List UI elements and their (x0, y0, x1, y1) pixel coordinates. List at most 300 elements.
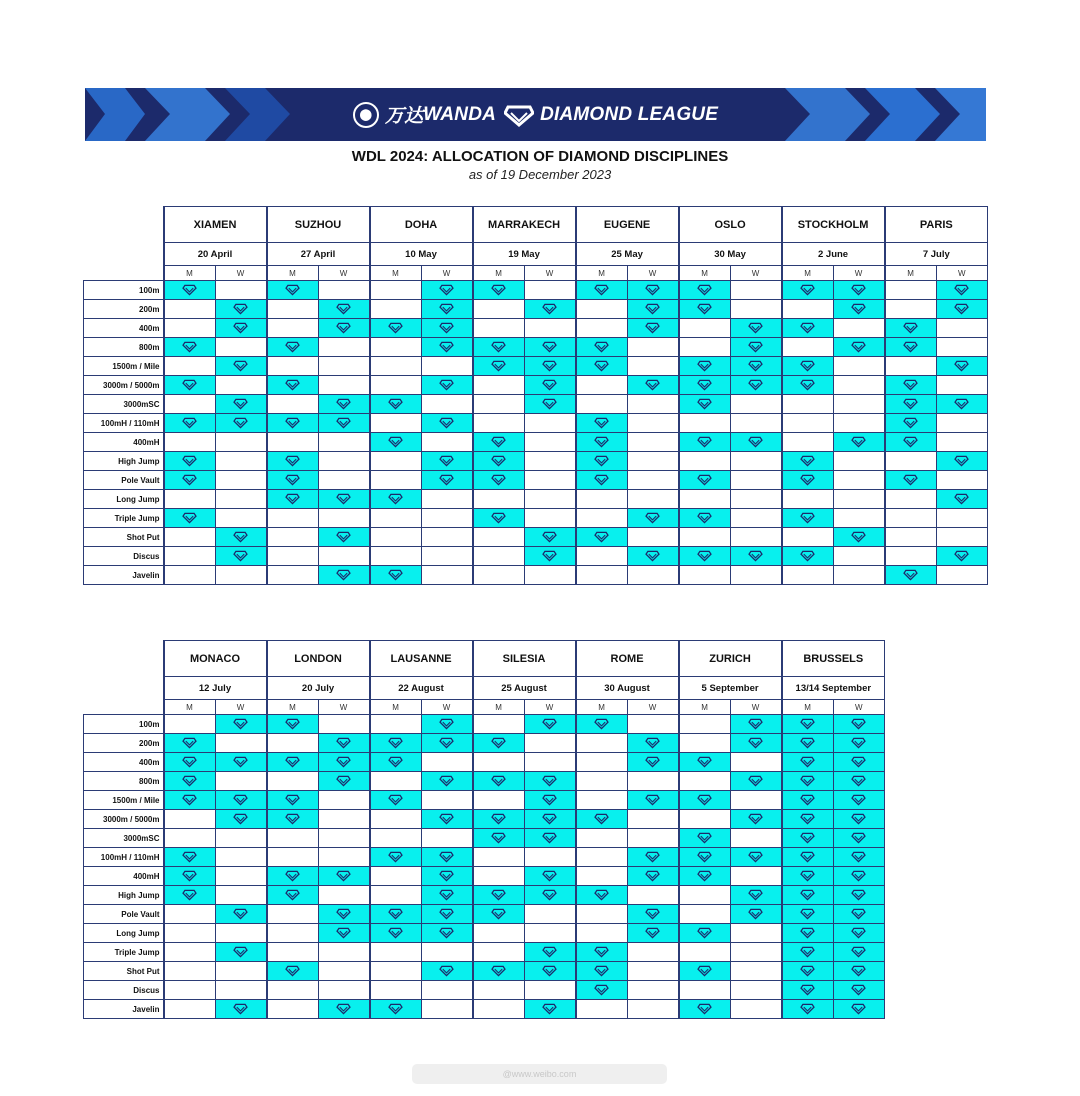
allocation-cell-empty (679, 772, 731, 791)
gender-women: W (833, 266, 885, 281)
allocation-cell-empty (473, 867, 525, 886)
diamond-icon (336, 908, 351, 920)
allocation-cell-empty (679, 566, 731, 585)
allocation-cell-diamond (782, 753, 834, 772)
allocation-cell-empty (679, 414, 731, 433)
allocation-cell-empty (318, 509, 370, 528)
discipline-row (84, 376, 988, 395)
allocation-cell-diamond (215, 943, 267, 962)
diamond-icon (954, 398, 969, 410)
allocation-cell-diamond (215, 1000, 267, 1019)
allocation-cell-empty (473, 715, 525, 734)
discipline-row (84, 848, 885, 867)
allocation-cell-empty (370, 810, 422, 829)
diamond-icon (439, 737, 454, 749)
allocation-cell-empty (576, 490, 628, 509)
allocation-cell-empty (164, 566, 216, 585)
discipline-row (84, 452, 988, 471)
allocation-cell-diamond (782, 886, 834, 905)
gender-women: W (318, 700, 370, 715)
allocation-cell-diamond (782, 924, 834, 943)
diamond-icon (748, 436, 763, 448)
diamond-icon (182, 851, 197, 863)
allocation-cell-empty (267, 943, 319, 962)
gender-women: W (524, 266, 576, 281)
allocation-cell-diamond (318, 753, 370, 772)
allocation-cell-diamond (730, 810, 782, 829)
discipline-label: Shot Put (84, 528, 164, 547)
allocation-cell-empty (524, 509, 576, 528)
allocation-cell-empty (576, 376, 628, 395)
diamond-icon (336, 1003, 351, 1015)
allocation-cell-empty (885, 547, 937, 566)
allocation-cell-diamond (782, 1000, 834, 1019)
discipline-row (84, 962, 885, 981)
allocation-cell-diamond (370, 566, 422, 585)
diamond-icon (233, 756, 248, 768)
allocation-cell-empty (267, 319, 319, 338)
diamond-icon (542, 965, 557, 977)
diamond-icon (439, 870, 454, 882)
allocation-cell-diamond (421, 867, 473, 886)
allocation-cell-empty (730, 791, 782, 810)
allocation-cell-empty (833, 452, 885, 471)
allocation-cell-diamond (267, 962, 319, 981)
discipline-label: Discus (84, 547, 164, 566)
diamond-icon (542, 341, 557, 353)
allocation-cell-empty (370, 829, 422, 848)
allocation-cell-empty (730, 300, 782, 319)
diamond-icon (439, 322, 454, 334)
allocation-cell-diamond (833, 528, 885, 547)
diamond-icon (336, 927, 351, 939)
allocation-cell-diamond (215, 528, 267, 547)
allocation-cell-empty (627, 943, 679, 962)
allocation-cell-empty (936, 376, 988, 395)
allocation-cell-diamond (318, 867, 370, 886)
discipline-row (84, 791, 885, 810)
allocation-cell-diamond (576, 886, 628, 905)
diamond-icon (903, 322, 918, 334)
diamond-icon (491, 832, 506, 844)
allocation-cell-empty (627, 962, 679, 981)
diamond-icon (542, 794, 557, 806)
allocation-cell-empty (267, 829, 319, 848)
allocation-cell-diamond (576, 962, 628, 981)
allocation-cell-empty (679, 886, 731, 905)
allocation-cell-empty (318, 981, 370, 1000)
allocation-cell-diamond (833, 281, 885, 300)
allocation-cell-empty (730, 395, 782, 414)
diamond-icon (697, 927, 712, 939)
allocation-cell-empty (473, 981, 525, 1000)
diamond-icon (748, 379, 763, 391)
allocation-cell-diamond (267, 753, 319, 772)
diamond-icon (697, 1003, 712, 1015)
diamond-icon (903, 474, 918, 486)
diamond-icon (748, 908, 763, 920)
allocation-cell-diamond (215, 357, 267, 376)
gender-men: M (164, 700, 216, 715)
allocation-cell-empty (164, 1000, 216, 1019)
allocation-cell-empty (524, 905, 576, 924)
diamond-icon (336, 398, 351, 410)
allocation-cell-diamond (730, 905, 782, 924)
diamond-icon (903, 436, 918, 448)
corner-blank (84, 207, 164, 243)
banner-logo (85, 88, 986, 141)
diamond-icon (542, 870, 557, 882)
allocation-cell-diamond (318, 924, 370, 943)
allocation-cell-empty (318, 848, 370, 867)
allocation-cell-diamond (421, 734, 473, 753)
diamond-icon (491, 813, 506, 825)
diamond-icon (285, 474, 300, 486)
diamond-icon (851, 531, 866, 543)
allocation-cell-empty (730, 753, 782, 772)
meeting-city: DOHA (370, 207, 473, 243)
diamond-icon (182, 870, 197, 882)
allocation-cell-diamond (524, 943, 576, 962)
diamond-icon (645, 908, 660, 920)
diamond-icon (182, 756, 197, 768)
allocation-cell-diamond (833, 433, 885, 452)
allocation-cell-empty (730, 829, 782, 848)
allocation-cell-empty (370, 528, 422, 547)
allocation-cell-empty (576, 867, 628, 886)
allocation-table-2 (83, 640, 885, 1019)
allocation-cell-empty (833, 319, 885, 338)
allocation-cell-diamond (267, 490, 319, 509)
allocation-cell-empty (215, 376, 267, 395)
allocation-cell-empty (524, 566, 576, 585)
allocation-cell-empty (782, 414, 834, 433)
allocation-cell-empty (370, 452, 422, 471)
allocation-cell-diamond (370, 433, 422, 452)
diamond-icon (439, 851, 454, 863)
discipline-label: 1500m / Mile (84, 357, 164, 376)
diamond-icon (439, 908, 454, 920)
diamond-icon (285, 756, 300, 768)
allocation-cell-diamond (730, 715, 782, 734)
allocation-table-1 (83, 206, 988, 585)
allocation-cell-empty (370, 962, 422, 981)
allocation-cell-diamond (524, 300, 576, 319)
meeting-date: 19 May (473, 243, 576, 266)
allocation-cell-empty (267, 734, 319, 753)
allocation-cell-empty (679, 452, 731, 471)
allocation-cell-empty (473, 547, 525, 566)
allocation-cell-diamond (576, 981, 628, 1000)
meeting-date: 7 July (885, 243, 988, 266)
diamond-icon (800, 360, 815, 372)
allocation-cell-diamond (730, 547, 782, 566)
allocation-cell-diamond (576, 414, 628, 433)
diamond-icon (182, 284, 197, 296)
discipline-row (84, 810, 885, 829)
allocation-cell-empty (370, 471, 422, 490)
allocation-cell-empty (318, 433, 370, 452)
corner-blank (84, 243, 164, 266)
diamond-icon (491, 889, 506, 901)
allocation-cell-empty (833, 566, 885, 585)
diamond-icon (800, 1003, 815, 1015)
allocation-cell-empty (524, 433, 576, 452)
allocation-cell-empty (421, 981, 473, 1000)
allocation-cell-empty (215, 471, 267, 490)
allocation-cell-empty (267, 924, 319, 943)
allocation-cell-diamond (782, 981, 834, 1000)
allocation-cell-diamond (267, 281, 319, 300)
allocation-cell-diamond (576, 452, 628, 471)
diamond-icon (748, 360, 763, 372)
allocation-cell-diamond (370, 905, 422, 924)
allocation-cell-diamond (782, 772, 834, 791)
diamond-icon (182, 794, 197, 806)
discipline-label: Pole Vault (84, 471, 164, 490)
allocation-cell-diamond (627, 867, 679, 886)
diamond-icon (285, 794, 300, 806)
allocation-cell-diamond (215, 715, 267, 734)
allocation-cell-diamond (730, 848, 782, 867)
allocation-cell-diamond (421, 924, 473, 943)
discipline-label: 400mH (84, 867, 164, 886)
allocation-cell-diamond (576, 943, 628, 962)
discipline-row (84, 566, 988, 585)
discipline-label: 3000m / 5000m (84, 810, 164, 829)
diamond-icon (594, 531, 609, 543)
page-title: WDL 2024: ALLOCATION OF DIAMOND DISCIPLINES (351, 148, 729, 165)
allocation-cell-diamond (473, 829, 525, 848)
diamond-icon (336, 737, 351, 749)
discipline-row (84, 829, 885, 848)
discipline-label: 800m (84, 338, 164, 357)
discipline-label: Long Jump (84, 490, 164, 509)
allocation-cell-diamond (782, 734, 834, 753)
allocation-cell-empty (370, 715, 422, 734)
diamond-icon (697, 436, 712, 448)
allocation-cell-diamond (576, 433, 628, 452)
allocation-cell-diamond (318, 490, 370, 509)
allocation-cell-diamond (627, 300, 679, 319)
diamond-icon (491, 455, 506, 467)
allocation-cell-empty (524, 734, 576, 753)
diamond-icon (542, 775, 557, 787)
allocation-cell-empty (421, 528, 473, 547)
allocation-cell-diamond (782, 357, 834, 376)
allocation-cell-diamond (164, 753, 216, 772)
diamond-icon (800, 550, 815, 562)
allocation-cell-diamond (473, 772, 525, 791)
allocation-cell-empty (370, 300, 422, 319)
allocation-cell-diamond (421, 376, 473, 395)
meeting-city: LONDON (267, 641, 370, 677)
gender-men: M (782, 266, 834, 281)
allocation-cell-diamond (370, 1000, 422, 1019)
allocation-cell-empty (576, 905, 628, 924)
allocation-cell-empty (936, 433, 988, 452)
diamond-icon (491, 474, 506, 486)
allocation-cell-empty (833, 509, 885, 528)
allocation-cell-empty (421, 753, 473, 772)
allocation-cell-empty (318, 962, 370, 981)
allocation-cell-diamond (679, 791, 731, 810)
allocation-cell-diamond (782, 376, 834, 395)
allocation-cell-diamond (782, 905, 834, 924)
allocation-cell-empty (885, 490, 937, 509)
diamond-icon (233, 794, 248, 806)
diamond-icon (800, 775, 815, 787)
allocation-cell-diamond (679, 281, 731, 300)
allocation-cell-empty (627, 490, 679, 509)
gender-men: M (885, 266, 937, 281)
allocation-cell-empty (164, 905, 216, 924)
allocation-cell-diamond (627, 848, 679, 867)
discipline-row (84, 281, 988, 300)
diamond-icon (800, 794, 815, 806)
gender-men: M (164, 266, 216, 281)
meeting-city: ROME (576, 641, 679, 677)
allocation-cell-diamond (164, 772, 216, 791)
diamond-icon (954, 455, 969, 467)
diamond-icon (182, 737, 197, 749)
allocation-cell-diamond (576, 357, 628, 376)
diamond-icon (594, 889, 609, 901)
diamond-icon (439, 379, 454, 391)
diamond-icon (336, 322, 351, 334)
diamond-icon (542, 832, 557, 844)
allocation-cell-diamond (782, 962, 834, 981)
allocation-cell-diamond (164, 414, 216, 433)
allocation-cell-empty (524, 490, 576, 509)
allocation-cell-empty (267, 772, 319, 791)
allocation-cell-diamond (730, 772, 782, 791)
discipline-row (84, 867, 885, 886)
meeting-date: 20 April (164, 243, 267, 266)
discipline-row (84, 547, 988, 566)
allocation-cell-empty (679, 490, 731, 509)
allocation-cell-empty (936, 471, 988, 490)
allocation-cell-empty (576, 319, 628, 338)
gender-women: W (421, 266, 473, 281)
diamond-icon (697, 284, 712, 296)
gender-women: W (936, 266, 988, 281)
diamond-icon (851, 851, 866, 863)
allocation-cell-empty (833, 376, 885, 395)
allocation-cell-diamond (421, 281, 473, 300)
meeting-city: ZURICH (679, 641, 782, 677)
allocation-cell-empty (215, 452, 267, 471)
allocation-cell-diamond (627, 547, 679, 566)
discipline-row (84, 734, 885, 753)
diamond-icon (439, 965, 454, 977)
allocation-cell-diamond (885, 395, 937, 414)
diamond-icon (491, 737, 506, 749)
diamond-icon (594, 718, 609, 730)
allocation-cell-empty (370, 547, 422, 566)
allocation-cell-empty (473, 395, 525, 414)
allocation-cell-diamond (524, 395, 576, 414)
allocation-cell-empty (473, 753, 525, 772)
allocation-cell-empty (318, 547, 370, 566)
diamond-icon (851, 303, 866, 315)
allocation-cell-diamond (421, 715, 473, 734)
allocation-cell-diamond (782, 867, 834, 886)
allocation-cell-diamond (885, 471, 937, 490)
allocation-cell-empty (782, 395, 834, 414)
diamond-icon (851, 284, 866, 296)
diamond-icon (748, 775, 763, 787)
diamond-icon (748, 341, 763, 353)
allocation-cell-diamond (421, 452, 473, 471)
diamond-icon (285, 341, 300, 353)
allocation-cell-empty (679, 715, 731, 734)
diamond-icon (542, 946, 557, 958)
diamond-icon (645, 756, 660, 768)
discipline-label: 400mH (84, 433, 164, 452)
allocation-cell-empty (370, 338, 422, 357)
allocation-cell-diamond (627, 281, 679, 300)
allocation-cell-empty (318, 715, 370, 734)
gender-women: W (627, 266, 679, 281)
allocation-cell-diamond (679, 1000, 731, 1019)
discipline-row (84, 319, 988, 338)
allocation-cell-empty (524, 281, 576, 300)
allocation-cell-diamond (524, 772, 576, 791)
allocation-cell-empty (576, 566, 628, 585)
diamond-icon (542, 398, 557, 410)
diamond-icon (336, 756, 351, 768)
allocation-cell-empty (267, 528, 319, 547)
allocation-cell-empty (164, 810, 216, 829)
diamond-icon (285, 493, 300, 505)
allocation-cell-empty (267, 547, 319, 566)
diamond-icon (388, 493, 403, 505)
allocation-cell-diamond (370, 395, 422, 414)
gender-women: W (524, 700, 576, 715)
diamond-icon (491, 775, 506, 787)
allocation-cell-empty (576, 848, 628, 867)
allocation-cell-empty (679, 734, 731, 753)
allocation-cell-empty (679, 981, 731, 1000)
allocation-cell-diamond (267, 471, 319, 490)
gender-women: W (215, 700, 267, 715)
diamond-icon (851, 341, 866, 353)
allocation-cell-empty (730, 509, 782, 528)
allocation-cell-empty (627, 886, 679, 905)
allocation-cell-diamond (421, 471, 473, 490)
allocation-cell-empty (215, 509, 267, 528)
diamond-icon (594, 984, 609, 996)
diamond-icon (594, 417, 609, 429)
diamond-icon (594, 341, 609, 353)
diamond-icon (851, 965, 866, 977)
diamond-icon (233, 946, 248, 958)
diamond-icon (748, 550, 763, 562)
allocation-cell-diamond (782, 715, 834, 734)
diamond-icon (800, 927, 815, 939)
wanda-name: WANDA (423, 103, 497, 125)
allocation-cell-diamond (473, 509, 525, 528)
diamond-icon (336, 303, 351, 315)
allocation-cell-empty (215, 924, 267, 943)
allocation-cell-diamond (782, 848, 834, 867)
allocation-cell-empty (833, 547, 885, 566)
diamond-icon (285, 455, 300, 467)
allocation-cell-empty (833, 414, 885, 433)
allocation-cell-empty (782, 528, 834, 547)
allocation-cell-empty (576, 753, 628, 772)
